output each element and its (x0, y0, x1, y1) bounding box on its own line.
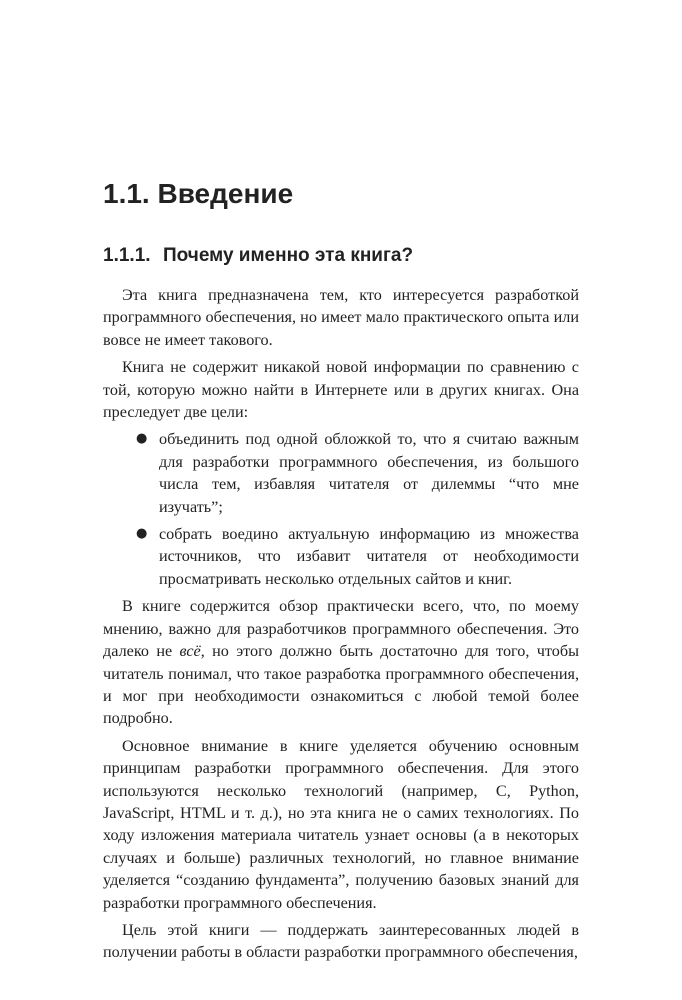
section-heading (103, 243, 413, 269)
bullet-icon: ● (136, 526, 148, 542)
paragraph-3-end: , но этого должно быть достаточно для того, чтобы читатель понимал, что такое разработка программного обеспечения, и мог при необходимости ознакомиться с любой темой более подробно. (103, 642, 579, 728)
section-number: 1.1.1. (103, 245, 151, 266)
paragraph-2: Книга не содержит никакой новой информации по сравнению с той, которую можно найти в Интернете или в других книгах. Она преследует две цели: (103, 358, 579, 422)
section-title: Почему именно эта книга? (163, 245, 414, 266)
paragraph-3-start: В книге содержится обзор практически всего, что, по моему мнению, важно для разработчиков программного обеспечения. Это далеко не (103, 597, 579, 661)
paragraph-4: Основное внимание в книге уделяется обучению основным принципам разработки программного обеспечения. Для этого используются несколько технологий (например, C, Python, JavaScript, HTML и т. д.), но эта книга не о самих технологиях. По ходу изложения материала читатель узнает основы (а в некоторых случаях и больше) различных технологий, но главное внимание уделяется “созданию фундамента”, получению базовых знаний для разработки программного обеспечения. (103, 736, 579, 912)
bullet-icon: ● (136, 431, 148, 447)
list-item (103, 523, 579, 590)
paragraph-3 (103, 595, 579, 729)
list-item-text: собрать воедино актуальную информацию из множества источников, что избавит читателя от необходимости просматривать несколько отдельных сайтов и книг. (159, 525, 579, 588)
goals-list (103, 428, 579, 590)
list-item (103, 428, 579, 518)
list-item-text: объединить под одной обложкой то, что я считаю важным для разработки программного обеспечения, из большого числа тем, избавляя читателя от дилеммы “что мне изучать”; (159, 430, 579, 516)
chapter-heading: 1.1. Введение (103, 178, 294, 209)
body-text (103, 284, 579, 969)
emphasis-text: всё (179, 642, 201, 661)
paragraph-1: Эта книга предназначена тем, кто интересуется разработкой программного обеспечения, но имеет мало практического опыта или вовсе не имеет такового. (103, 286, 579, 349)
paragraph-5: Цель этой книги — поддержать заинтересованных людей в получении работы в области разработки программного обеспечения, (103, 920, 579, 962)
